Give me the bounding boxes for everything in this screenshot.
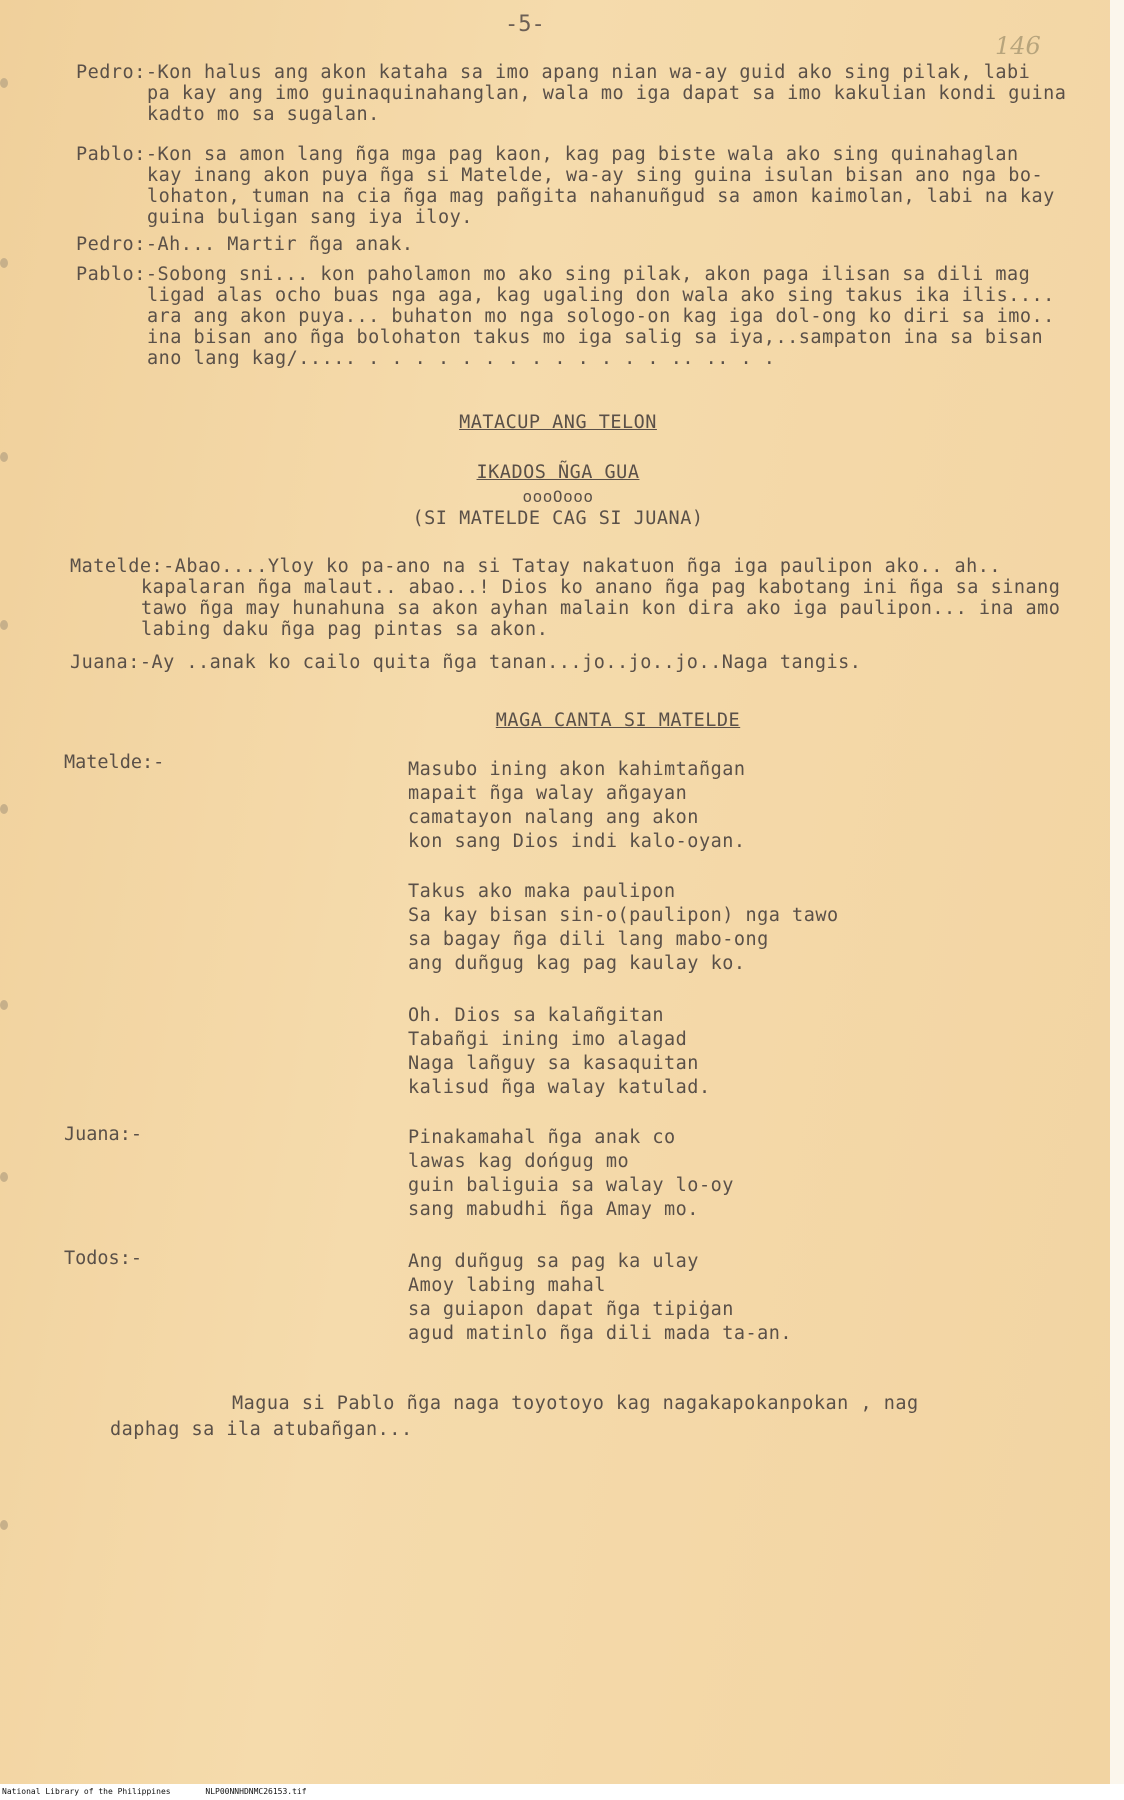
page-number: -5- [505,12,545,37]
verse-line: kon sang Dios indi kalo-oyan. [408,831,746,852]
dialogue-line: ano lang kag/..... . . . . . . . . . . . . . .. .. . . [147,348,776,369]
speaker-label-matelde: Matelde:- [64,752,165,773]
dialogue-line: Pablo:-Kon sa amon lang ñga mga pag kaon, kag pag biste wala ako sing quinahaglan [76,144,1019,165]
ornament-divider: oooOooo [522,487,594,506]
verse-line: Amoy labing mahal [408,1275,606,1296]
archive-footer [0,1784,1124,1800]
dialogue-pedro-2 [76,234,1116,255]
dialogue-line: ina bisan ano ñga bolohaton takus mo iga salig sa iya,..sampaton ina sa bisan [147,327,1044,348]
dialogue-line: ara ang akon puya... buhaton mo nga sologo-on kag iga dol-ong ko diri sa imo.. [147,306,1055,327]
verse-line: mapait ñga walay añgayan [408,783,688,804]
speaker-label-todos: Todos:- [64,1248,142,1269]
verse-line: agud matinlo ñga dili mada ta-an. [408,1323,793,1344]
dialogue-line: pa kay ang imo guinaquinahanglan, wala mo iga dapat sa imo kakulian kondi guina [147,83,1067,104]
dialogue-line: kapalaran ñga malaut.. abao..! Dios ko anano ñga pag kabotang ini ñga sa sinang [141,577,1061,598]
dialogue-pablo-1 [76,144,1116,228]
dialogue-juana-1 [70,652,1115,673]
verse-line: Tabañgi ining imo alagad [408,1029,688,1050]
curtain-heading: MATACUP ANG TELON [459,412,657,433]
verse-line: sa guiapon dapat ñga tipiġan [408,1299,734,1320]
verse-line: camatayon nalang ang akon [408,807,699,828]
verse-line: Pinakamahal ñga anak co [408,1127,676,1148]
verse-line: ang duñgug kag pag kaulay ko. [408,953,746,974]
scene-characters: (SI MATELDE CAG SI JUANA) [412,508,704,529]
binding-hole-mark [0,620,8,630]
speaker-label-juana: Juana:- [64,1124,142,1145]
handwritten-page-number: 146 [995,32,1041,60]
dialogue-line: tawo ñga may hunahuna sa akon ayhan malain kon dira ako iga paulipon... ina amo [141,598,1061,619]
verse-line: sang mabudhi ñga Amay mo. [408,1199,699,1220]
verse-line: kalisud ñga walay katulad. [408,1077,711,1098]
stage-direction-line: Magua si Pablo ñga naga toyotoyo kag nagakapokanpokan , nag [232,1393,919,1414]
dialogue-pablo-2 [76,264,1116,369]
song-stanza [408,880,839,976]
dialogue-line: Pablo:-Sobong sni... kon paholamon mo ako sing pilak, akon paga ilisan sa dili mag [76,264,1031,285]
song-stanza [408,1250,792,1346]
dialogue-line: Pedro:-Ah... Martir ñga anak. [76,234,414,255]
dialogue-pedro-1 [76,62,1116,125]
song-heading: MAGA CANTA SI MATELDE [495,710,741,731]
dialogue-line: labing daku ñga pag pintas sa akon. [141,619,549,640]
verse-line: guin baliguia sa walay lo-oy [408,1175,734,1196]
binding-hole-mark [0,78,8,88]
dialogue-line: Matelde:-Abao....Yloy ko pa-ano na si Tatay nakatuon ñga iga paulipon ako.. ah.. [70,556,1002,577]
binding-hole-mark [0,1172,8,1182]
dialogue-line: kadto mo sa sugalan. [147,104,380,125]
song-stanza [408,1126,734,1222]
song-stanza [408,1004,711,1100]
binding-hole-mark [0,258,8,268]
dialogue-line: Pedro:-Kon halus ang akon kataha sa imo apang nian wa-ay guid ako sing pilak, labi [76,62,1031,83]
footer-file-id: NLP00NNHDNMC26153.tif [205,1787,307,1796]
binding-hole-mark [0,804,8,814]
dialogue-matelde-1 [70,556,1115,640]
verse-line: Ang duñgug sa pag ka ulay [408,1251,699,1272]
dialogue-line: kay inang akon puya ñga si Matelde, wa-ay sing guina isulan bisan ano nga bo- [147,165,1044,186]
verse-line: sa bagay ñga dili lang mabo-ong [408,929,769,950]
verse-line: Masubo ining akon kahimtañgan [408,759,746,780]
footer-institution: National Library of the Philippines [2,1787,171,1796]
binding-hole-mark [0,1000,8,1010]
binding-hole-mark [0,1520,8,1530]
stage-direction-line: daphag sa ila atubañgan... [110,1419,413,1440]
verse-line: Oh. Dios sa kalañgitan [408,1005,665,1026]
scene-heading: IKADOS ÑGA GUA [476,462,640,483]
verse-line: Naga lañguy sa kasaquitan [408,1053,699,1074]
dialogue-line: ligad alas ocho buas nga aga, kag ugaling don wala ako sing takus ika ilis.... [147,285,1055,306]
song-stanza [408,758,746,854]
binding-hole-mark [0,452,8,462]
dialogue-line: Juana:-Ay ..anak ko cailo quita ñga tanan...jo..jo..jo..Naga tangis. [70,652,862,673]
dialogue-line: lohaton, tuman na cia ñga mag pañgita nahanuñgud sa amon kaimolan, labi na kay [147,186,1055,207]
verse-line: Takus ako maka paulipon [408,881,676,902]
dialogue-line: guina buligan sang iya iloy. [147,207,473,228]
verse-line: lawas kag dońgug mo [408,1151,630,1172]
verse-line: Sa kay bisan sin-o(paulipon) nga tawo [408,905,839,926]
